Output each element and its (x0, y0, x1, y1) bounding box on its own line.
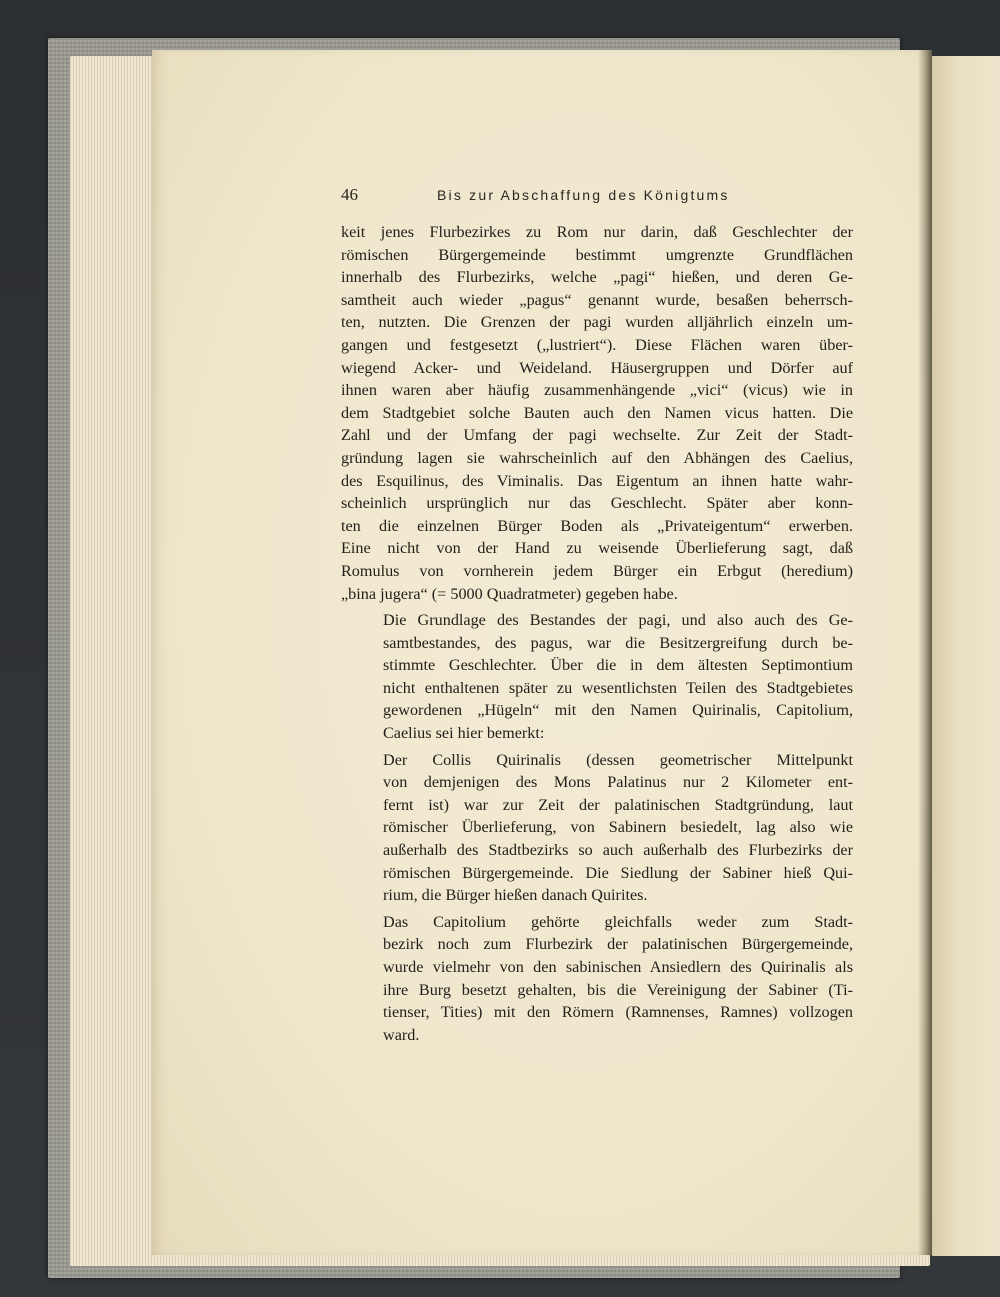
page-number: 46 (341, 185, 358, 204)
text-line: Zahl und der Umfang der pagi wechselte. Zur Zeit der Stadt- (341, 426, 853, 445)
text-line: gründung lagen sie wahrscheinlich auf den Abhängen des Caelius, (341, 448, 853, 467)
text-line: „bina jugera“ (= 5000 Quadratmeter) gegeben habe. (341, 584, 678, 603)
text-line: scheinlich ursprünglich nur das Geschlecht. Später aber konn- (341, 494, 853, 513)
text-line: samtbestandes, des pagus, war die Besitzergreifung durch be- (383, 633, 853, 652)
text-line: des Esquilinus, des Viminalis. Das Eigentum an ihnen hatte wahr- (341, 471, 853, 490)
text-line: dem Stadtgebiet solche Bauten auch den Namen vicus hatten. Die (341, 403, 853, 422)
text-line: Eine nicht von der Hand zu weisende Überlieferung sagt, daß (341, 539, 853, 558)
text-line: Das Capitolium gehörte gleichfalls weder zum Stadt- (383, 912, 853, 931)
text-line: rium, die Bürger hießen danach Quirites. (383, 886, 648, 905)
text-line: römischen Bürgergemeinde bestimmt umgrenzte Grundflächen (341, 245, 853, 264)
text-line: nicht enthaltenen später zu wesentlichsten Teilen des Stadtgebietes (383, 678, 853, 697)
text-line: gewordenen „Hügeln“ mit den Namen Quirinalis, Capitolium, (383, 701, 853, 720)
text-line: ward. (383, 1025, 420, 1044)
paragraph (341, 221, 853, 605)
text-line: von demjenigen des Mons Palatinus nur 2 Kilometer ent- (383, 773, 853, 792)
text-line: Caelius sei hier bemerkt: (383, 724, 545, 743)
text-line: bezirk noch zum Flurbezirk der palatinischen Bürgergemeinde, (383, 935, 853, 954)
text-line: keit jenes Flurbezirkes zu Rom nur darin, daß Geschlechter der (341, 223, 853, 241)
text-line: ihnen waren aber häufig zusammenhängende „vici“ (vicus) wie in (341, 381, 853, 400)
running-head (341, 185, 861, 209)
text-line: Romulus von vornherein jedem Bürger ein Erbgut (heredium) (341, 561, 853, 580)
text-line: römischen Bürgergemeinde. Die Siedlung der Sabiner hieß Qui- (383, 863, 853, 882)
text-line: wurde vielmehr von den sabinischen Ansiedlern des Quirinalis als (383, 958, 853, 976)
text-line: Der Collis Quirinalis (dessen geometrischer Mittelpunkt (383, 750, 853, 769)
text-line: innerhalb des Flurbezirks, welche „pagi“ hießen, und deren Ge- (341, 268, 853, 287)
paragraph (341, 749, 853, 907)
text-line: tienser, Tities) mit den Römern (Ramnenses, Ramnes) vollzogen (383, 1003, 853, 1022)
binding-gutter (918, 50, 932, 1255)
text-line: fernt ist) war zur Zeit der palatinischen Stadtgründung, laut (383, 795, 853, 814)
text-line: gangen und festgesetzt („lustriert“). Diese Flächen waren über- (341, 335, 853, 354)
text-line: wiegend Acker- und Weideland. Häusergruppen und Dörfer auf (341, 358, 853, 377)
text-line: Die Grundlage des Bestandes der pagi, und also auch des Ge- (383, 611, 853, 630)
paragraph (341, 911, 853, 1047)
body-text (341, 221, 853, 1046)
text-line: ten, nutzten. Die Grenzen der pagi wurden alljährlich einzeln um- (341, 313, 853, 332)
text-line: samtheit auch wieder „pagus“ genannt wurde, besaßen beherrsch- (341, 290, 853, 309)
text-line: ihre Burg besetzt gehalten, bis die Vereinigung der Sabiner (Ti- (383, 980, 853, 999)
running-head-title: Bis zur Abschaffung des Königtums (437, 187, 730, 203)
paragraph (341, 609, 853, 745)
text-line: außerhalb des Stadtbezirks so auch außerhalb des Flurbezirks der (383, 841, 853, 860)
facing-page-edge (932, 56, 1000, 1256)
text-line: stimmte Geschlechter. Über die in dem ältesten Septimontium (383, 656, 853, 675)
text-line: ten die einzelnen Bürger Boden als „Privateigentum“ erwerben. (341, 516, 853, 535)
text-line: römischer Überlieferung, von Sabinern besiedelt, lag also wie (383, 818, 853, 837)
